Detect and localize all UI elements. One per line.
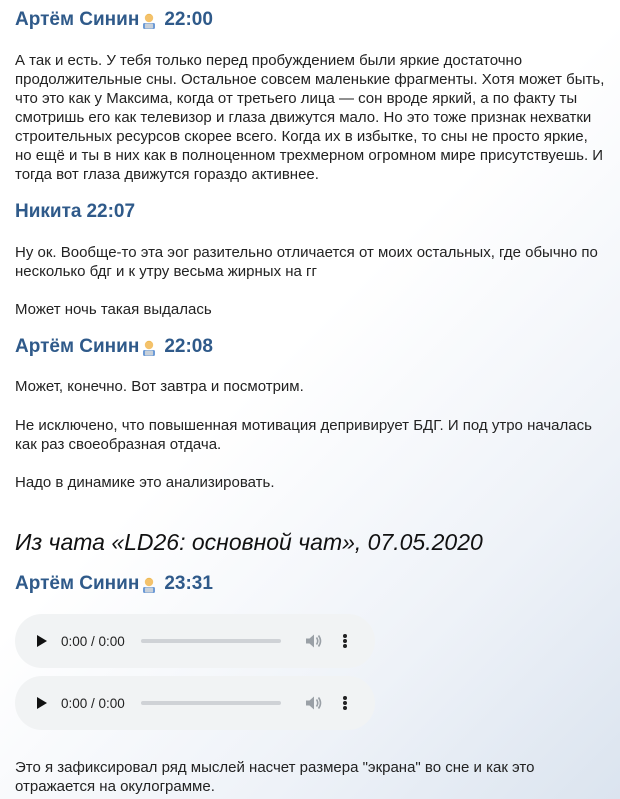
- audio-player: [15, 676, 375, 730]
- message-text: Может ночь такая выдалась: [15, 301, 212, 318]
- message-text: Не исключено, что повышенная мотивация депривирует БДГ. И под утро началась как раз своеобразная отдача.: [15, 417, 592, 453]
- message-header: [15, 9, 605, 31]
- message-header: [15, 336, 605, 358]
- message-time: 22:07: [86, 201, 136, 222]
- more-options-icon[interactable]: [343, 634, 347, 648]
- message-text: Надо в динамике это анализировать.: [15, 474, 275, 491]
- play-icon[interactable]: [37, 697, 47, 709]
- technologist-emoji: [140, 576, 158, 594]
- message-text: Это я зафиксировал ряд мыслей насчет размера "экрана" во сне и как это отражается на окулограмме.: [15, 759, 535, 795]
- author-name: Никита: [15, 201, 82, 222]
- audio-time: 0:00 / 0:00: [61, 633, 125, 649]
- author-name: Артём Синин: [15, 336, 140, 357]
- volume-icon[interactable]: [305, 695, 323, 711]
- audio-progress-slider[interactable]: [141, 639, 281, 643]
- technologist-emoji: [140, 339, 158, 357]
- play-icon[interactable]: [37, 635, 47, 647]
- author-name: Артём Синин: [15, 573, 140, 594]
- technologist-emoji: [140, 12, 158, 30]
- message-header: [15, 201, 605, 223]
- message-text: Ну ок. Вообще-то эта эог разительно отличается от моих остальных, где обычно по несколько бдг и к утру весьма жирных на гг: [15, 244, 598, 280]
- message-text: Может, конечно. Вот завтра и посмотрим.: [15, 378, 304, 395]
- message-time: 22:08: [164, 336, 213, 357]
- message-time: 23:31: [164, 573, 213, 594]
- audio-progress-slider[interactable]: [141, 701, 281, 705]
- more-options-icon[interactable]: [343, 696, 347, 710]
- volume-icon[interactable]: [305, 633, 323, 649]
- message-time: 22:00: [164, 9, 213, 30]
- audio-time: 0:00 / 0:00: [61, 695, 125, 711]
- author-name: Артём Синин: [15, 9, 140, 30]
- message-text: А так и есть. У тебя только перед пробуждением были яркие достаточно продолжительные сны. Остальное совсем маленькие фрагменты. Хотя может быть, что это как у Максима, когда от третьего лица — сон вроде яркий, а по факту ты смотришь его как телевизор и глаза движутся мало. Но это тоже признак нехватки строительных ресурсов скорее всего. Когда их в избытке, то сны не просто яркие, но ещё и ты в них как в полноценном трехмерном огромном мире присутствуешь. И тогда вот глаза движутся гораздо активнее.: [15, 52, 605, 183]
- audio-player: [15, 614, 375, 668]
- chat-source-heading: Из чата «LD26: основной чат», 07.05.2020: [15, 529, 483, 555]
- message-header: [15, 573, 605, 595]
